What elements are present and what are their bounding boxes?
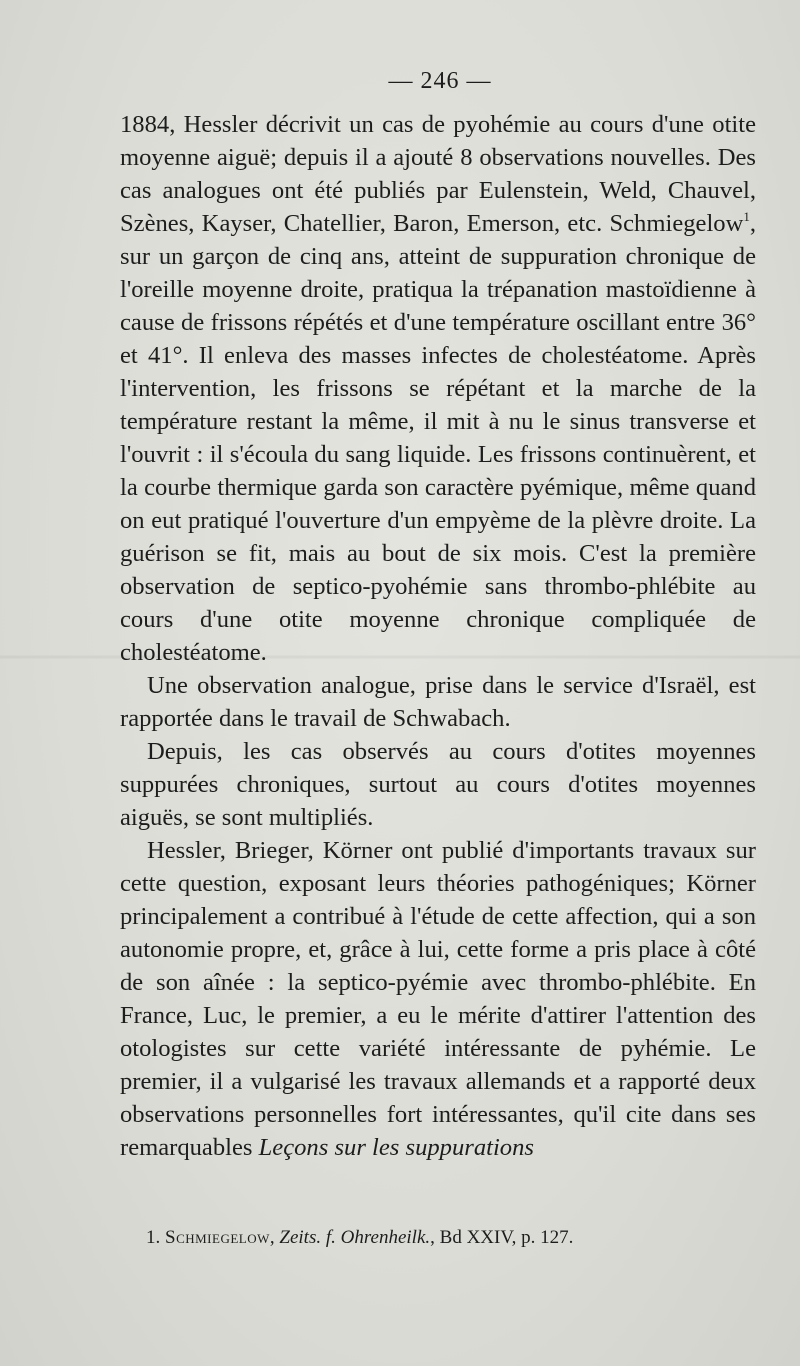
page-number: — 246 —: [388, 68, 492, 94]
book-title: Leçons sur les suppurations: [258, 1134, 534, 1161]
footnote-marker: 1.: [146, 1227, 161, 1248]
paragraph: Une observation analogue, prise dans le service d'Israël, est rapportée dans le travail de Schwabach.: [120, 672, 756, 732]
paragraph: [120, 108, 756, 669]
footnote-reference: 1: [743, 209, 750, 224]
paragraph: Depuis, les cas observés au cours d'otites moyennes suppurées chroniques, surtout au cours d'otites moyennes aiguës, se sont multipliés.: [120, 738, 756, 831]
body-text: [120, 108, 756, 1164]
paragraph-text: 1884, Hessler décrivit un cas de pyohémie au cours d'une otite moyenne aiguë; depuis il a ajouté 8 observations nouvelles. Des cas analogues ont été publiés par Eulenstein, Weld, Chauvel, Szènes, Kayser, Chatellier, Baron, Emerson, etc. Schmiegelow: [120, 111, 756, 237]
footnote-separator: ,: [269, 1227, 280, 1248]
footnote-journal: Zeits. f. Ohrenheilk.: [279, 1227, 431, 1248]
footnote-citation: , Bd XXIV, p. 127.: [430, 1227, 574, 1248]
paragraph: [120, 834, 756, 1164]
paragraph-text: Hessler, Brieger, Körner ont publié d'importants travaux sur cette question, exposant leurs théories pathogéniques; Körner principalement a contribué à l'étude de cette affection, qui a son autonomie propre, et, grâce à lui, cette forme a pris place à côté de son aînée : la septico-pyémie avec thrombo-phlébite. En France, Luc, le premier, a eu le mérite d'attirer l'attention des otologistes sur cette variété intéressante de pyhémie. Le premier, il a vulgarisé les travaux allemands et a rapporté deux observations personnelles fort intéressantes, qu'il cite dans ses remarquables: [120, 837, 756, 1161]
paragraph-text: , sur un garçon de cinq ans, atteint de suppuration chronique de l'oreille moyenne droite, pratiqua la trépanation mastoïdienne à cause de frissons répétés et d'une température oscillant entre 36° et 41°. Il enleva des masses infectes de cholestéatome. Après l'intervention, les frissons se répétant et la marche de la température restant la même, il mit à nu le sinus transverse et l'ouvrit : il s'écoula du sang liquide. Les frissons continuèrent, et la courbe thermique garda son caractère pyémique, même quand on eut pratiqué l'ouverture d'un empyème de la plèvre droite. La guérison se fit, mais au bout de six mois. C'est la première observation de septico-pyohémie sans thrombo-phlébite au cours d'une otite moyenne chronique compliquée de cholestéatome.: [120, 210, 756, 666]
footnote: [146, 1225, 766, 1251]
footnote-author: Schmiegelow: [165, 1227, 270, 1248]
